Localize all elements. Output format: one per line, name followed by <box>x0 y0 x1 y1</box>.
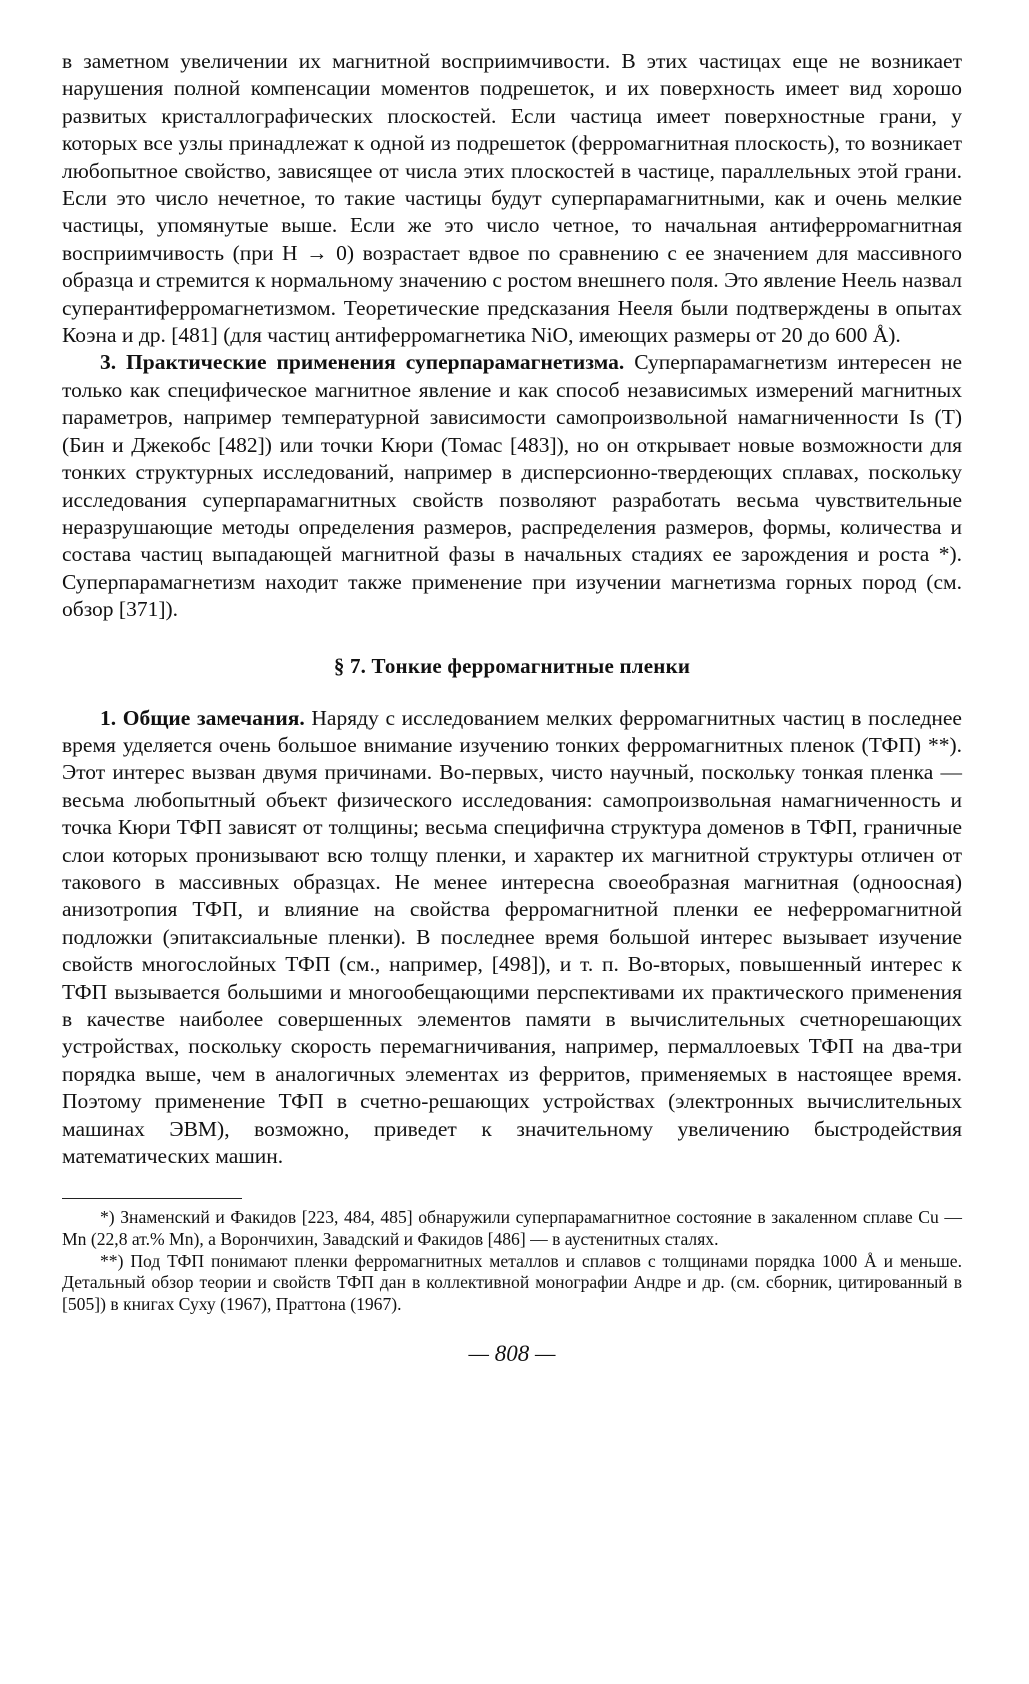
paragraph-body: Суперпарамагнетизм интересен не только как специфическое магнитное явление и как способ независимых измерений магнитных параметров, например температурной зависимости самопроизвольной намагниченности Is (T) (Бин и Джекобс [482]) или точки Кюри (Томас [483]), но он открывает новые возможности для тонких структурных исследований, например в дисперсионно-твердеющих сплавах, поскольку исследования суперпарамагнитных свойств позволяют разработать весьма чувствительные неразрушающие методы определения размеров, распределения размеров, формы, количества и состава частиц выпадающей магнитной фазы в начальных стадиях ее зарождения и роста *). Суперпарамагнетизм находит также применение при изучении магнетизма горных пород (см. обзор [371]). <box>62 350 962 622</box>
paragraph-superparamagnetism-applications <box>62 349 962 623</box>
paragraph-lead-heading: 1. Общие замечания. <box>100 705 305 730</box>
section-heading: § 7. Тонкие ферромагнитные пленки <box>333 653 691 678</box>
footnote-2: **) Под ТФП понимают пленки ферромагнитных металлов и сплавов с толщинами порядка 1000 Å и меньше. Детальный обзор теории и свойств ТФП дан в коллективной монографии Андре и др. (см. сборник, цитированный в [505]) в книгах Суху (1967), Праттона (1967). <box>62 1250 962 1314</box>
footnote-1: *) Знаменский и Факидов [223, 484, 485] обнаружили суперпарамагнитное состояние в закаленном сплаве Cu — Mn (22,8 ат.% Mn), а Ворончихин, Завадский и Факидов [486] — в аустенитных сталях. <box>62 1207 962 1250</box>
footnote-divider <box>62 1198 242 1199</box>
document-page <box>62 48 962 1367</box>
paragraph-body: Наряду с исследованием мелких ферромагнитных частиц в последнее время уделяется очень большое внимание изучению тонких ферромагнитных пленок (ТФП) **). Этот интерес вызван двумя причинами. Во-первых, чисто научный, поскольку тонкая пленка — весьма любопытный объект физического исследования: самопроизвольная намагниченность и точка Кюри ТФП зависят от толщины; весьма специфична структура доменов в ТФП, граничные слои которых пронизывают всю толщу пленки, и характер их магнитной структуры отличен от такового в массивных образцах. Не менее интересна своеобразная магнитная (одноосная) анизотропия ТФП, и влияние на свойства ферромагнитной пленки ее неферромагнитной подложки (эпитаксиальные пленки). В последнее время большой интерес вызывает изучение свойств многослойных ТФП (см., например, [498]), и т. п. Во-вторых, повышенный интерес к ТФП вызывается большими и многообещающими перспективами их практического применения в качестве наиболее совершенных элементов памяти в вычислительных счетнорешающих устройствах, поскольку скорость перемагничивания, например, пермаллоевых ТФП на два-три порядка выше, чем в аналогичных элементах из ферритов, применяемых в настоящее время. Поэтому применение ТФП в счетно-решающих устройствах (электронных вычислительных машинах ЭВМ), возможно, приведет к значительному увеличению быстродействия математических машин. <box>62 705 962 1169</box>
paragraph-lead-heading: 3. Практические применения суперпарамагнетизма. <box>100 350 625 375</box>
paragraph-continuation: в заметном увеличении их магнитной восприимчивости. В этих частицах еще не возникает нарушения полной компенсации моментов подрешеток, и их поверхность имеет вид хорошо развитых кристаллографических плоскостей. Если частица имеет поверхностные грани, у которых все узлы принадлежат к одной из подрешеток (ферромагнитная плоскость), то возникает любопытное свойство, зависящее от числа этих плоскостей в частице, параллельных этой грани. Если это число нечетное, то такие частицы будут суперпарамагнитными, как и очень мелкие частицы, упомянутые выше. Если же это число четное, то начальная антиферромагнитная восприимчивость (при H → 0) возрастает вдвое по сравнению с ее значением для массивного образца и стремится к нормальному значению с ростом внешнего поля. Это явление Неель назвал суперантиферромагнетизмом. Теоретические предсказания Нееля были подтверждены в опытах Коэна и др. [481] (для частиц антиферромагнетика NiO, имеющих размеры от 20 до 600 Å). <box>62 49 962 348</box>
page-number: — 808 — <box>468 1341 556 1367</box>
paragraph-general-remarks <box>62 705 962 1171</box>
